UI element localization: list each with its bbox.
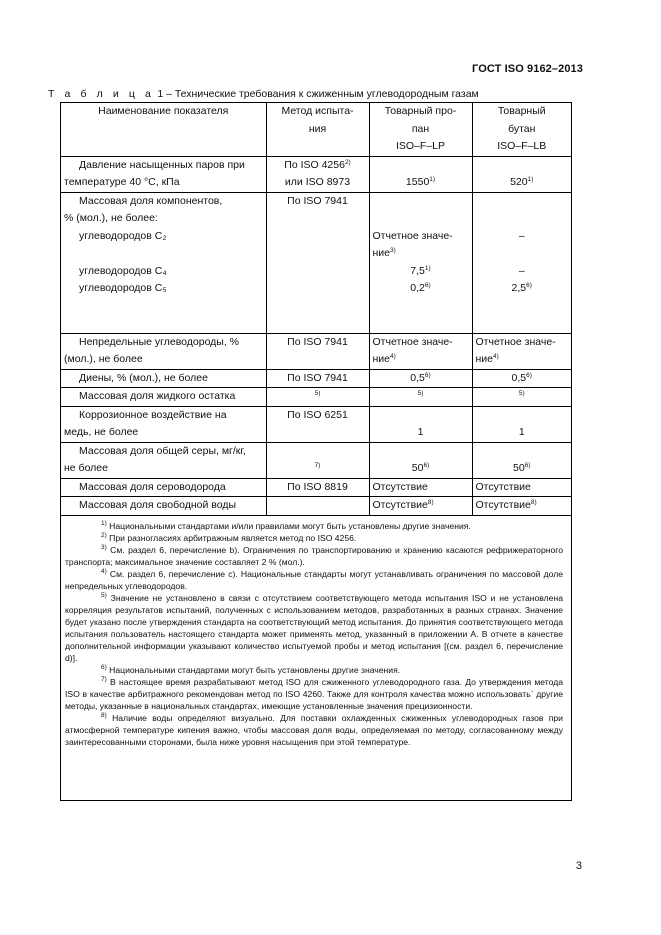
test-method-cell [266, 369, 369, 388]
propane-value-cell-line [373, 443, 469, 461]
butane-value-cell [472, 497, 571, 515]
indicator-name-cell-line [64, 263, 263, 281]
indicator-name-cell-line [64, 479, 263, 497]
butane-value-cell-line [476, 210, 569, 228]
cell-text: 1 [417, 426, 424, 438]
propane-value-cell [369, 192, 472, 333]
cell-text: или ISO 8973 [284, 176, 351, 188]
cell-text: углеводородов С₅ [79, 282, 167, 294]
cell-text: 1 [518, 426, 525, 438]
cell-text: Давление насыщенных паров при [79, 158, 245, 171]
table-row [61, 369, 571, 388]
column-header-line: Метод испыта- [281, 105, 354, 117]
indicator-name-cell-line [64, 315, 263, 333]
cell-text: углеводородов С₂ [79, 229, 167, 242]
table-row [61, 497, 571, 515]
test-method-cell [266, 156, 369, 192]
propane-value-cell-line [373, 315, 469, 333]
footnote-mark: 4) [390, 353, 396, 360]
indicator-name-cell-line [64, 193, 263, 211]
butane-value-cell [472, 333, 571, 369]
column-header-line: Товарный [497, 105, 546, 117]
footnote-mark: 6) [424, 371, 431, 379]
propane-value-cell-line [373, 424, 469, 442]
cell-text: температуре 40 °С, кПа [64, 176, 180, 188]
note-text: Значение не установлено в связи с отсутствием соответствующего метода испытания ISO и не установлена корреляция результатов испытаний, полученных с использованием методов, разработанных в разных странах. Значение будет указано после утверждения стандарта на соответствующий метод испытания. До принятия соответствующего метода испытания пользователь настоящего стандарта может применять метод, указанный в приложении А. В отчете в качестве дополнительной информации указывают количество испытуемой пробы и метод испытания [(см. раздел 6, перечисление d)]. [65, 592, 563, 663]
cell-text: 0,2 [410, 282, 425, 294]
propane-value-cell [369, 442, 472, 478]
cell-text: Непредельные углеводороды, % [79, 335, 240, 348]
note-text: Национальными стандартами могут быть установлены другие значения. [106, 664, 401, 675]
test-method-cell [266, 406, 369, 442]
table-note [65, 712, 563, 748]
column-header [369, 103, 472, 156]
indicator-name-cell [61, 442, 266, 478]
test-method-cell-line [270, 157, 366, 175]
butane-value-cell-line [476, 497, 569, 515]
indicator-name-cell [61, 478, 266, 497]
table-caption-text: 1 – Технические требования к сжиженным углеводородным газам [154, 88, 479, 100]
propane-value-cell-line [373, 193, 469, 211]
propane-value-cell [369, 156, 472, 192]
page-number: 3 [575, 860, 582, 872]
note-text: Национальными стандартами и/или правилами могут быть установлены другие значения. [106, 520, 471, 531]
indicator-name-cell-line [64, 245, 263, 263]
propane-value-cell-line [373, 460, 469, 478]
test-method-cell [266, 478, 369, 497]
cell-text: углеводородов С₄ [79, 264, 167, 277]
column-header-line: Наименование показателя [98, 105, 229, 117]
cell-text: По ISO 7941 [287, 335, 348, 348]
table-row [61, 406, 571, 442]
cell-text: – [518, 229, 525, 242]
butane-value-cell-line [476, 370, 569, 388]
butane-value-cell-line [476, 228, 569, 246]
butane-value-cell-line [476, 280, 569, 298]
cell-text: Массовая доля компонентов, [79, 194, 223, 207]
indicator-name-cell [61, 333, 266, 369]
test-method-cell [266, 192, 369, 333]
test-method-cell-line [270, 174, 366, 192]
table-caption-label: Т а б л и ц а [48, 88, 155, 100]
cell-text: Отчетное значе- [372, 335, 453, 348]
note-mark: 8) [101, 711, 107, 719]
footnote-mark: 8) [427, 499, 434, 506]
butane-value-cell [472, 478, 571, 497]
butane-value-cell-line [476, 407, 569, 425]
propane-value-cell [369, 478, 472, 497]
propane-value-cell-line [373, 388, 469, 406]
test-method-cell-line [270, 334, 366, 352]
cell-text: По ISO 7941 [287, 194, 348, 207]
table-row [61, 156, 571, 192]
cell-text: Коррозионное воздействие на [79, 408, 227, 421]
test-method-cell [266, 442, 369, 478]
note-mark: 6) [101, 663, 107, 671]
test-method-cell-line [270, 407, 366, 425]
propane-value-cell-line [373, 298, 469, 316]
cell-text: По ISO 6251 [287, 408, 348, 421]
test-method-cell [266, 388, 369, 407]
butane-value-cell-line [476, 443, 569, 461]
butane-value-cell-line [476, 174, 569, 192]
cell-text: 2,5 [511, 282, 527, 294]
cell-text: ние [372, 247, 391, 259]
cell-text: ние [372, 353, 391, 365]
cell-text: 50 [411, 462, 424, 474]
cell-text: Отчетное значе- [475, 335, 556, 348]
indicator-name-cell-line [64, 334, 263, 352]
propane-value-cell [369, 497, 472, 515]
cell-text: По ISO 4256 [284, 158, 345, 171]
butane-value-cell [472, 192, 571, 333]
butane-value-cell [472, 388, 571, 407]
column-header [266, 103, 369, 156]
propane-value-cell-line [373, 370, 469, 388]
table-row [61, 192, 571, 333]
footnote-mark: 5) [314, 390, 321, 397]
footnote-mark: 6) [524, 462, 531, 469]
butane-value-cell-line [476, 424, 569, 442]
indicator-name-cell-line [64, 298, 263, 316]
indicator-name-cell-line [64, 210, 263, 228]
indicator-name-cell [61, 192, 266, 333]
propane-value-cell-line [373, 479, 469, 497]
propane-value-cell-line [373, 351, 469, 369]
butane-value-cell-line [476, 460, 569, 478]
note-mark: 5) [101, 591, 107, 599]
table-note [65, 544, 563, 568]
cell-text: Отчетное значе- [372, 229, 453, 242]
cell-text: 7,5 [410, 264, 425, 277]
indicator-name-cell-line [64, 424, 263, 442]
footnote-mark: 5) [417, 390, 424, 397]
note-mark: 2) [101, 531, 107, 539]
test-method-cell-line [270, 370, 366, 388]
butane-value-cell [472, 406, 571, 442]
butane-value-cell [472, 156, 571, 192]
propane-value-cell-line [373, 174, 469, 192]
footnote-mark: 4) [493, 353, 499, 360]
butane-value-cell-line [476, 298, 569, 316]
propane-value-cell-line [373, 334, 469, 352]
footnote-mark: 7) [314, 462, 321, 469]
indicator-name-cell [61, 388, 266, 407]
cell-text: 0,5 [511, 371, 527, 384]
table-header-row [61, 103, 571, 156]
document-code: ГОСТ ISO 9162–2013 [472, 63, 583, 75]
cell-text: 0,5 [410, 371, 425, 384]
indicator-name-cell [61, 369, 266, 388]
note-text: В настоящее время разрабатывают метод ISO для сжиженного углеводородного газа. До утверждения метода ISO в качестве арбитражного рекомендован метод по ISO 4260. Также для контроля качества можно использовать` другие методы, указанные в национальных стандартах, имеющие установленные значения прецизионности. [65, 676, 563, 711]
butane-value-cell-line [476, 245, 569, 263]
butane-value-cell-line [476, 334, 569, 352]
column-header-line: пан [411, 122, 430, 135]
indicator-name-cell-line [64, 407, 263, 425]
footnote-mark: 1) [527, 176, 534, 183]
column-header-line: бутан [508, 122, 536, 135]
footnote-mark: 8) [530, 499, 537, 506]
test-method-cell [266, 333, 369, 369]
butane-value-cell [472, 442, 571, 478]
table-note [65, 676, 563, 712]
indicator-name-cell-line [64, 157, 263, 175]
footnote-mark: 6) [526, 371, 532, 379]
cell-text: – [518, 264, 525, 277]
cell-text: медь, не более [64, 426, 139, 438]
table-note [65, 664, 563, 676]
table-row [61, 478, 571, 497]
propane-value-cell [369, 369, 472, 388]
table-caption [48, 88, 479, 100]
indicator-name-cell [61, 156, 266, 192]
indicator-name-cell-line [64, 228, 263, 246]
butane-value-cell-line [476, 157, 569, 175]
cell-text: Массовая доля жидкого остатка [79, 390, 236, 402]
table-notes [61, 515, 571, 748]
butane-value-cell-line [476, 388, 569, 406]
cell-text: 1550 [405, 176, 430, 188]
footnote-mark: 1) [424, 264, 431, 272]
test-method-cell-line [270, 388, 366, 406]
cell-text: Отсутствие [475, 480, 531, 493]
column-header-line: Товарный про- [384, 105, 457, 117]
propane-value-cell-line [373, 245, 469, 263]
cell-text: Отсутствие [475, 499, 531, 511]
footnote-mark: 6) [424, 282, 431, 289]
butane-value-cell-line [476, 479, 569, 497]
test-method-cell [266, 497, 369, 515]
requirements-table-frame [60, 102, 572, 801]
table-row [61, 388, 571, 407]
propane-value-cell [369, 406, 472, 442]
cell-text: Диены, % (мол.), не более [79, 371, 208, 384]
propane-value-cell-line [373, 157, 469, 175]
footnote-mark: 3) [390, 247, 396, 254]
note-text: См. раздел 6, перечисление b). Ограничения по транспортированию и хранению касаются рефрижераторного транспорта; максимальное значение составляет 2 % (мол.). [65, 544, 563, 567]
column-header-line: ISO–F–LB [497, 140, 547, 152]
table-note [65, 592, 563, 664]
butane-value-cell-line [476, 193, 569, 211]
note-text: См. раздел 6, перечисление с). Национальные стандарты могут устанавливать ограничения по массовой доле непредельных углеводородов. [65, 568, 563, 591]
butane-value-cell-line [476, 263, 569, 281]
cell-text: Массовая доля свободной воды [79, 499, 236, 511]
cell-text: не более [64, 462, 108, 474]
column-header [472, 103, 571, 156]
test-method-cell-line [270, 479, 366, 497]
column-header-line: ISO–F–LP [395, 140, 446, 152]
table-note [65, 568, 563, 592]
footnote-mark: 6) [526, 282, 532, 289]
butane-value-cell [472, 369, 571, 388]
footnote-mark: 1) [429, 176, 436, 183]
requirements-table [61, 103, 571, 515]
footnote-mark: 2) [344, 158, 351, 166]
note-mark: 4) [101, 567, 107, 575]
indicator-name-cell-line [64, 280, 263, 298]
table-row [61, 442, 571, 478]
table-note [65, 520, 563, 532]
column-header-line: ния [308, 122, 327, 135]
cell-text: По ISO 8819 [287, 480, 348, 493]
footnote-mark: 5) [518, 390, 525, 397]
note-text: При разногласиях арбитражным является метод по ISO 4256. [106, 532, 357, 543]
propane-value-cell-line [373, 228, 469, 246]
propane-value-cell [369, 333, 472, 369]
indicator-name-cell-line [64, 497, 263, 515]
propane-value-cell [369, 388, 472, 407]
note-mark: 7) [101, 675, 107, 683]
note-mark: 1) [101, 519, 107, 527]
indicator-name-cell [61, 406, 266, 442]
cell-text: Отсутствие [372, 480, 428, 493]
note-text: Наличие воды определяют визуально. Для поставки охлажденных сжиженных углеводородных газов при атмосферной температуре кипения важно, чтобы массовая доля воды, определяемая по методу, согласованному между заинтересованными сторонами, была ниже уровня насыщения при этой температуре. [65, 712, 563, 747]
cell-text: 520 [510, 176, 528, 188]
cell-text: % (мол.), не более: [64, 212, 158, 224]
cell-text: Отсутствие [372, 499, 428, 511]
propane-value-cell-line [373, 280, 469, 298]
column-header [61, 103, 266, 156]
test-method-cell-line [270, 443, 366, 461]
propane-value-cell-line [373, 210, 469, 228]
cell-text: (мол.), не более [64, 353, 143, 365]
indicator-name-cell [61, 497, 266, 515]
indicator-name-cell-line [64, 370, 263, 388]
cell-text: Массовая доля общей серы, мг/кг, [79, 444, 246, 457]
indicator-name-cell-line [64, 351, 263, 369]
indicator-name-cell-line [64, 460, 263, 478]
cell-text: ние [475, 353, 494, 365]
table-row [61, 333, 571, 369]
indicator-name-cell-line [64, 443, 263, 461]
butane-value-cell-line [476, 315, 569, 333]
propane-value-cell-line [373, 263, 469, 281]
test-method-cell-line [270, 193, 366, 211]
indicator-name-cell-line [64, 174, 263, 192]
note-mark: 3) [101, 543, 107, 551]
propane-value-cell-line [373, 497, 469, 515]
table-note [65, 532, 563, 544]
butane-value-cell-line [476, 351, 569, 369]
footnote-mark: 6) [423, 462, 430, 469]
propane-value-cell-line [373, 407, 469, 425]
cell-text: По ISO 7941 [287, 371, 348, 384]
requirements-table-body [61, 103, 571, 515]
test-method-cell-line [270, 497, 366, 515]
cell-text: 50 [513, 462, 525, 474]
test-method-cell-line [270, 460, 366, 478]
cell-text: Массовая доля сероводорода [79, 480, 226, 493]
indicator-name-cell-line [64, 388, 263, 406]
